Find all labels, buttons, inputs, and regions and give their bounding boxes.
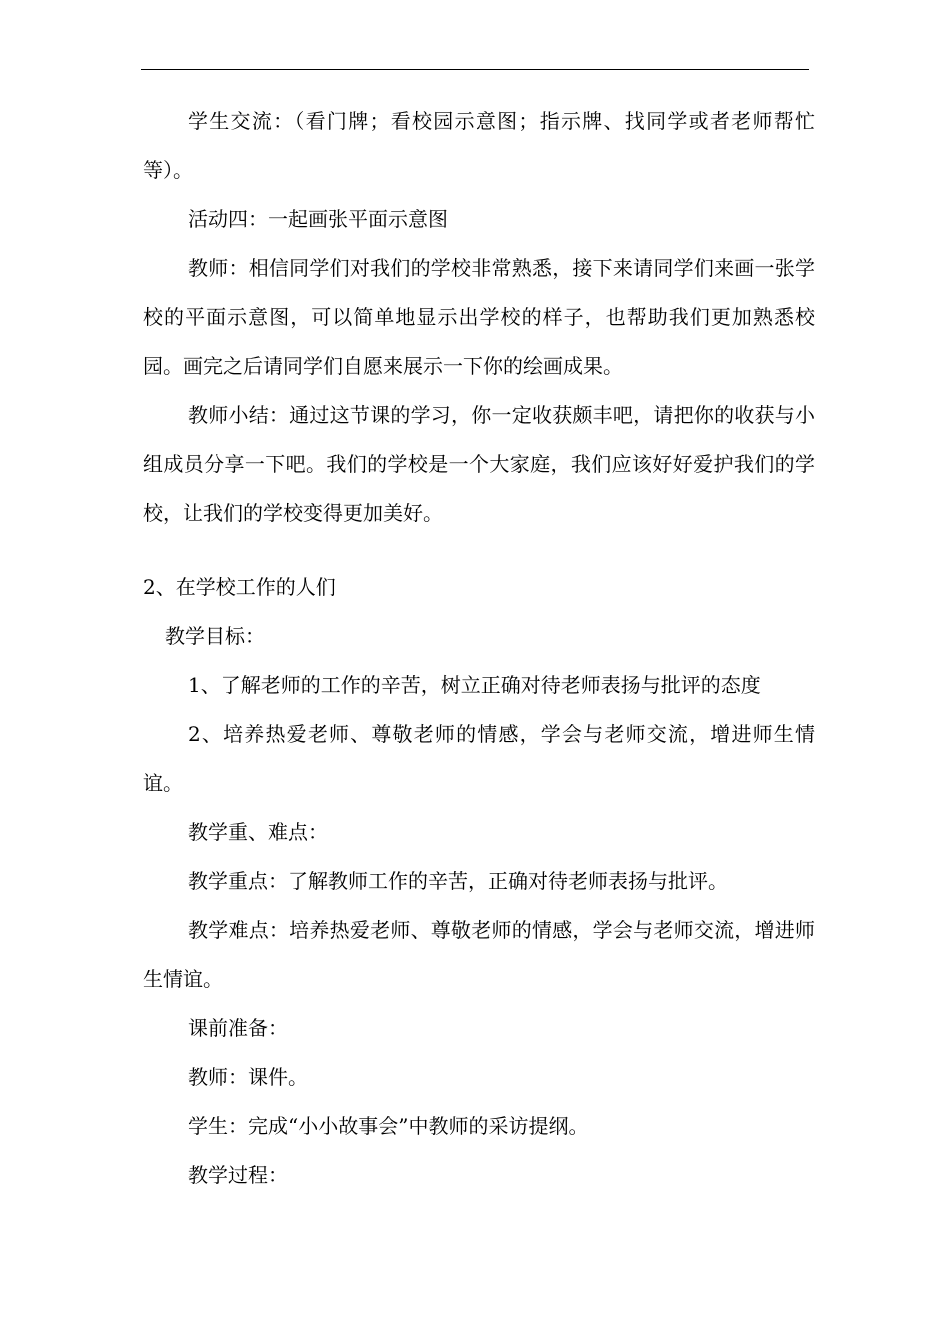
paragraph-teaching-goals-heading: 教学目标： xyxy=(165,624,265,648)
paragraph-teacher-preparation: 教师：课件。 xyxy=(188,1065,308,1089)
paragraph-teacher-instruction: 教师：相信同学们对我们的学校非常熟悉，接下来请同学们来画一张学校的平面示意图，可以简单地显示出学校的样子，也帮助我们更加熟悉校园。画完之后请同学们自愿来展示一下你的绘画成果。 xyxy=(143,256,815,378)
paragraph-key-points-heading: 教学重、难点： xyxy=(188,820,328,844)
paragraph-difficult-point: 教学难点：培养热爱老师、尊敬老师的情感，学会与老师交流，增进师生情谊。 xyxy=(143,918,815,991)
document-body xyxy=(143,97,815,1200)
paragraph-teacher-summary: 教师小结：通过这节课的学习，你一定收获颇丰吧，请把你的收获与小组成员分享一下吧。我们的学校是一个大家庭，我们应该好好爱护我们的学校，让我们的学校变得更加美好。 xyxy=(143,403,815,525)
paragraph-student-exchange: 学生交流：（看门牌；看校园示意图；指示牌、找同学或者老师帮忙等）。 xyxy=(143,109,815,182)
paragraph-goal-1: 1、了解老师的工作的辛苦，树立正确对待老师表扬与批评的态度 xyxy=(188,673,761,697)
paragraph-goal-2: 2、培养热爱老师、尊敬老师的情感，学会与老师交流，增进师生情谊。 xyxy=(143,722,815,795)
header-rule xyxy=(141,69,809,70)
paragraph-teaching-process-heading: 教学过程： xyxy=(188,1163,288,1187)
paragraph-activity-four: 活动四：一起画张平面示意图 xyxy=(188,207,448,231)
paragraph-student-preparation: 学生：完成“小小故事会”中教师的采访提纲。 xyxy=(188,1114,589,1138)
paragraph-key-point: 教学重点：了解教师工作的辛苦，正确对待老师表扬与批评。 xyxy=(188,869,728,893)
section-title: 2、在学校工作的人们 xyxy=(143,575,336,599)
paragraph-preparation-heading: 课前准备： xyxy=(188,1016,288,1040)
